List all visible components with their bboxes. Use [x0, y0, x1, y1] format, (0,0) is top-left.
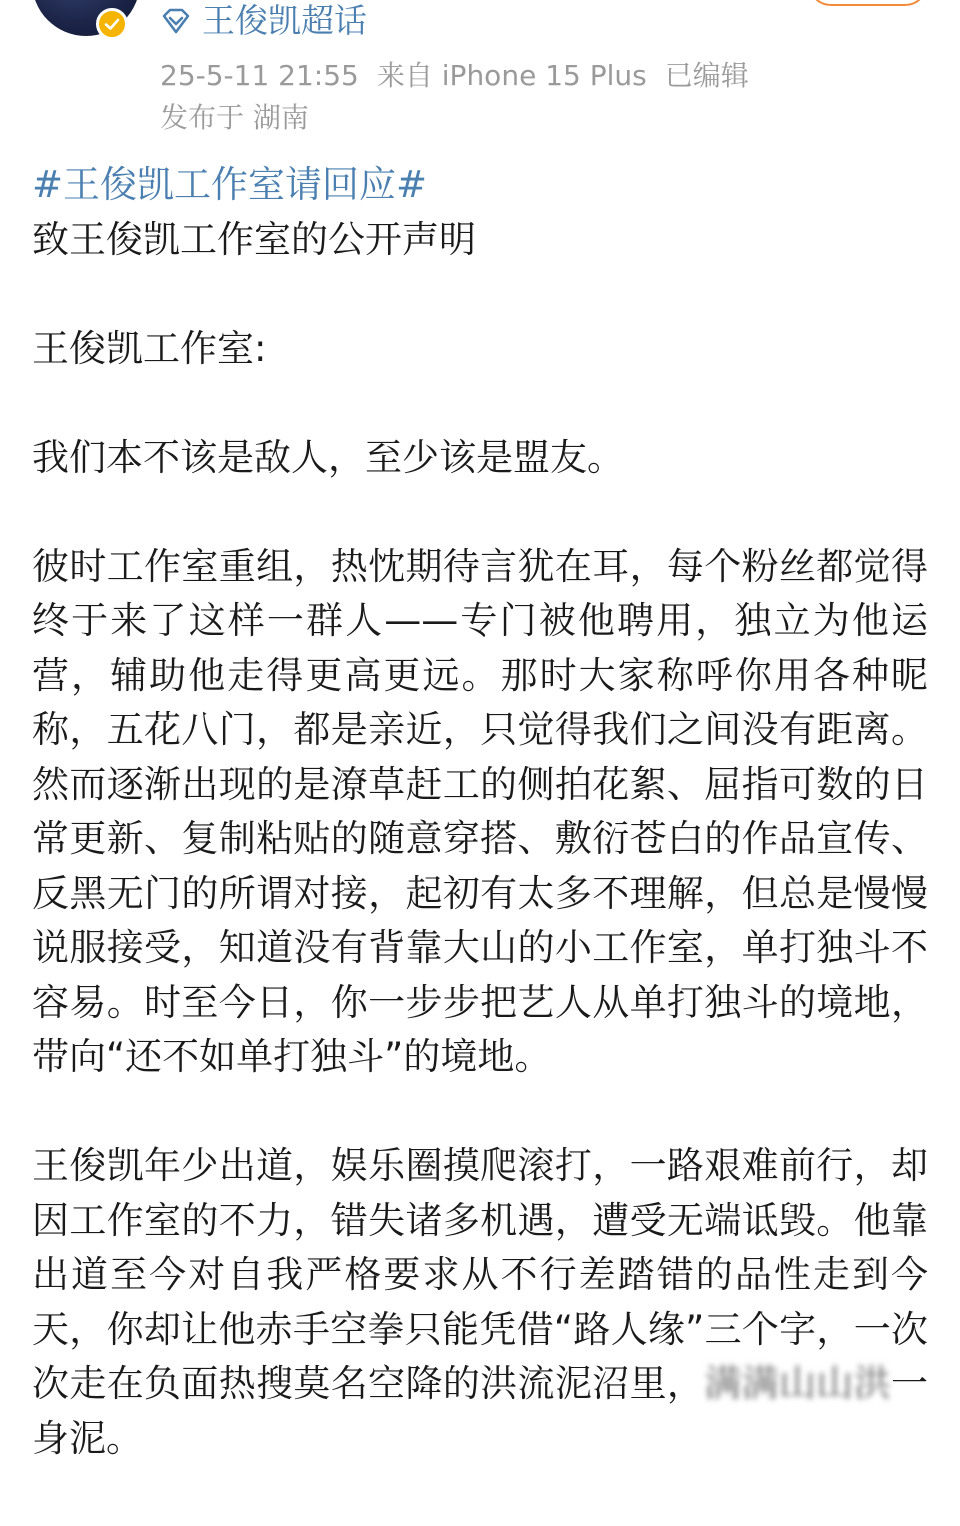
blank-line: [32, 376, 928, 431]
diamond-topic-icon: [160, 6, 194, 36]
paragraph-3: [32, 1139, 928, 1466]
post-header: [0, 0, 960, 140]
blank-line: [32, 1085, 928, 1140]
obscured-text: 满满山山洪: [704, 1362, 892, 1405]
follow-button[interactable]: [808, 0, 928, 6]
post-content: [32, 158, 928, 1466]
verified-check-icon: [96, 8, 128, 40]
paragraph-3-end: 一身泥。: [32, 1362, 929, 1460]
paragraph-2: 彼时工作室重组，热忱期待言犹在耳，每个粉丝都觉得终于来了这样一群人——专门被他聘用，独立为他运营，辅助他走得更高更远。那时大家称呼你用各种昵称，五花八门，都是亲近，只觉得我们之间没有距离。然而逐渐出现的是潦草赶工的侧拍花絮、屈指可数的日常更新、复制粘贴的随意穿搭、敷衍苍白的作品宣传、反黑无门的所谓对接，起初有太多不理解，但总是慢慢说服接受，知道没有背靠大山的小工作室，单打独斗不容易。时至今日，你一步步把艺人从单打独斗的境地，带向“还不如单打独斗”的境地。: [32, 544, 928, 1078]
edited-label[interactable]: 已编辑: [664, 59, 749, 92]
post-location: 发布于 湖南: [160, 101, 309, 134]
paragraph-3-main: 王俊凯年少出道，娱乐圈摸爬滚打，一路艰难前行，却因工作室的不力，错失诸多机遇，遭受无端诋毁。他靠出道至今对自我严格要求从不行差踏错的品性走到今天，你却让他赤手空拳只能凭借“路人缘”三个字，一次次走在负面热搜莫名空降的洪流泥沼里，: [32, 1144, 928, 1405]
salutation: 王俊凯工作室:: [32, 326, 267, 370]
post-title: 致王俊凯工作室的公开声明: [32, 217, 476, 261]
hashtag-link[interactable]: #王俊凯工作室请回应#: [32, 163, 428, 206]
blank-line: [32, 485, 928, 540]
blank-line: [32, 267, 928, 322]
post-meta: [160, 58, 749, 94]
topic-link[interactable]: [160, 0, 367, 42]
topic-name[interactable]: 王俊凯超话: [202, 1, 367, 40]
post-source: 来自 iPhone 15 Plus: [376, 59, 647, 92]
post-timestamp: 25-5-11 21:55: [160, 59, 359, 92]
paragraph-1: 我们本不该是敌人，至少该是盟友。: [32, 435, 624, 479]
